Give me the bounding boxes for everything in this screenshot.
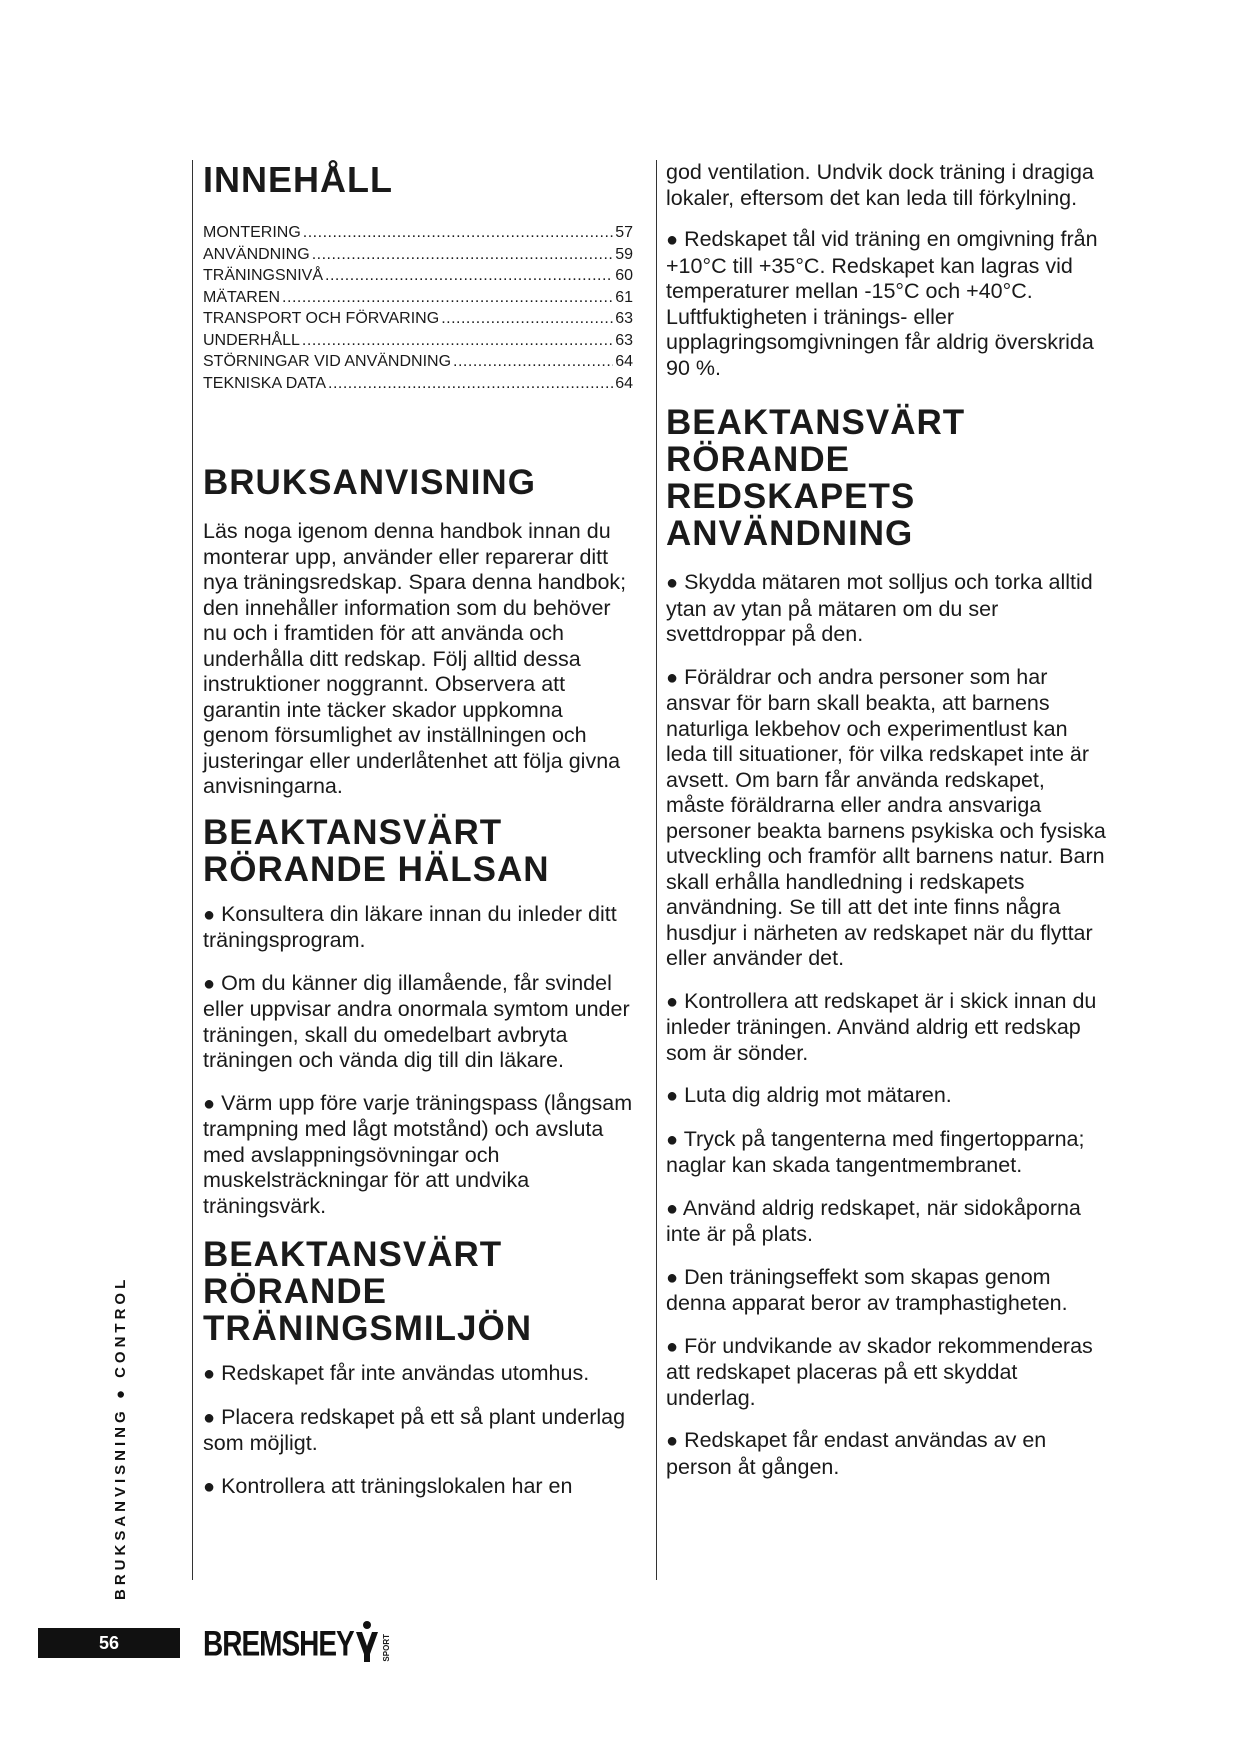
miljon-heading: [203, 1236, 633, 1347]
miljon-heading-line3: TRÄNINGSMILJÖN: [203, 1309, 532, 1348]
list-item: ● Konsultera din läkare innan du inleder ditt träningsprogram.: [203, 901, 617, 952]
miljon-heading-line1: BEAKTANSVÄRT: [203, 1235, 503, 1274]
list-item: ● För undvikande av skador rekommenderas att redskapet placeras på ett skyddat underlag.: [666, 1333, 1093, 1410]
toc-item-page: 63: [615, 310, 633, 327]
side-label-control: CONTROL: [112, 1275, 129, 1378]
toc-item-name: ANVÄNDNING: [203, 245, 310, 263]
toc-leader-dots: [328, 373, 613, 395]
list-item: ● Redskapet får endast användas av en person åt gången.: [666, 1428, 1047, 1479]
toc-item-page: 64: [615, 374, 633, 392]
column-divider-left: [192, 160, 193, 1580]
page-number: [38, 1628, 180, 1658]
toc-item-name: UNDERHÅLL: [203, 331, 300, 349]
list-item: ● Kontrollera att redskapet är i skick innan du inleder träningen. Använd aldrig ett redskap som är sönder.: [666, 988, 1097, 1065]
anvandning-heading-line4: ANVÄNDNING: [666, 514, 914, 553]
toc-leader-dots: [302, 330, 613, 352]
page-number-text: 56: [98, 1632, 120, 1653]
anvandning-bullets: [666, 570, 1106, 1480]
toc-item: [203, 373, 633, 395]
anvandning-heading-line3: REDSKAPETS: [666, 477, 916, 516]
side-section-label: [112, 1276, 129, 1600]
toc-item-name: STÖRNINGAR VID ANVÄNDNING: [203, 353, 452, 370]
anvandning-heading-line2: RÖRANDE: [666, 440, 850, 479]
toc-leader-dots: [303, 222, 613, 244]
halsan-heading-line2: RÖRANDE HÄLSAN: [203, 849, 550, 889]
temperature-bullet: ● Redskapet tål vid träning en omgivning från +10°C till +35°C. Redskapet kan lagras vid temperaturer mellan -15°C och +40°C. Luftfuktigheten i tränings- eller upplagringsomgivningen får aldrig överskrida 90 %.: [666, 227, 1098, 380]
toc-item: [203, 351, 633, 373]
list-item: ● Den träningseffekt som skapas genom denna apparat beror av tramphastigheten.: [666, 1264, 1068, 1315]
list-item: ● Kontrollera att träningslokalen har en: [203, 1473, 573, 1498]
bruksanvisning-heading: BRUKSANVISNING: [203, 463, 536, 502]
toc-leader-dots: [453, 351, 613, 373]
toc-leader-dots: [282, 287, 613, 309]
list-item: ● Värm upp före varje träningspass (långsam trampning med lågt motstånd) och avsluta med avslappningsövningar och muskelsträckningar för att undvika träningsvärk.: [203, 1090, 633, 1218]
toc-item-name: TEKNISKA DATA: [203, 374, 326, 392]
bruksanvisning-text: Läs noga igenom denna handbok innan du monterar upp, använder eller reparerar ditt nya träningsredskap. Spara denna handbok; den innehåller information som du behöver nu och i framtiden för att använda och underhålla ditt redskap. Följ alltid dessa instruktioner noggrannt. Observera att garantin inte täcker skador uppkomna genom försumlighet av inställningen och justeringar eller underlåtenhet att följa givna anvisningarna.: [203, 519, 627, 798]
toc-item: [203, 244, 633, 266]
miljon-heading-line2: RÖRANDE: [203, 1272, 387, 1311]
list-item: ● Skydda mätaren mot solljus och torka alltid ytan av ytan på mätaren om du ser svettdroppar på den.: [666, 570, 1093, 646]
toc-item-name: TRÄNINGSNIVÅ: [203, 267, 324, 284]
toc-item: [203, 308, 633, 330]
toc-item: [203, 287, 633, 309]
toc-item: [203, 330, 633, 352]
toc-item-name: MÄTAREN: [203, 288, 281, 306]
right-column: [666, 160, 1106, 1497]
toc-item-page: 59: [615, 245, 633, 263]
list-item: ● Luta dig aldrig mot mätaren.: [666, 1083, 952, 1107]
brand-logo: [203, 1608, 391, 1664]
toc-leader-dots: [441, 308, 613, 330]
toc-title: INNEHÅLL: [203, 159, 393, 200]
anvandning-heading-line1: BEAKTANSVÄRT: [666, 403, 966, 442]
left-column: [203, 160, 633, 1517]
toc-item-name: MONTERING: [203, 224, 301, 241]
list-item: ● Föräldrar och andra personer som har ansvar för barn skall beakta, att barnens naturliga lekbehov och experimentlust kan leda till situationer, för vilka redskapet inte är avsett. Om barn får använda redskapet, måste föräldrarna eller andra ansvariga personer beakta barnens psykiska och fysiska utveckling och framför allt barnens natur. Barn skall erhålla handledning i redskapets användning. Se till att det inte finns några husdjur i närheten av redskapet när du flyttar eller använder det.: [666, 664, 1106, 970]
list-item: ● Tryck på tangenterna med fingertopparna; naglar kan skada tangentmembranet.: [666, 1126, 1085, 1177]
bullet-icon: ●: [112, 1386, 129, 1400]
toc-item-name: TRANSPORT OCH FÖRVARING: [203, 310, 440, 327]
side-label-bruksanvisning: BRUKSANVISNING: [112, 1407, 129, 1600]
column-divider-middle: [656, 160, 657, 1580]
toc-item: [203, 265, 633, 287]
halsan-heading-line1: BEAKTANSVÄRT: [203, 812, 503, 852]
toc-item-page: 61: [615, 288, 633, 306]
anvandning-heading: [666, 404, 1106, 552]
toc-item-page: 64: [615, 353, 633, 370]
halsan-bullets: [203, 902, 633, 1220]
toc-item-page: 63: [615, 331, 633, 349]
toc-leader-dots: [312, 244, 614, 266]
brand-figure-icon: [354, 1620, 380, 1664]
list-item: ● Redskapet får inte användas utomhus.: [203, 1361, 590, 1385]
table-of-contents: [203, 222, 633, 394]
miljon-bullets: [203, 1361, 633, 1500]
halsan-heading: [203, 814, 633, 888]
list-item: ● Använd aldrig redskapet, när sidokåporna inte är på plats.: [666, 1195, 1081, 1246]
toc-item-page: 57: [615, 224, 633, 241]
toc-item: [203, 222, 633, 244]
brand-sport-label: SPORT: [381, 1634, 391, 1662]
list-item: ● Om du känner dig illamående, får svindel eller uppvisar andra onormala symtom under träningen, skall du omedelbart avbryta träningen och vända dig till din läkare.: [203, 970, 630, 1072]
brand-logo-text: BREMSHEY: [203, 1624, 354, 1663]
ventilation-text: god ventilation. Undvik dock träning i dragiga lokaler, eftersom det kan leda till förkylning.: [666, 160, 1094, 210]
toc-leader-dots: [325, 265, 613, 287]
list-item: ● Placera redskapet på ett så plant underlag som möjligt.: [203, 1404, 626, 1455]
toc-item-page: 60: [615, 267, 633, 284]
